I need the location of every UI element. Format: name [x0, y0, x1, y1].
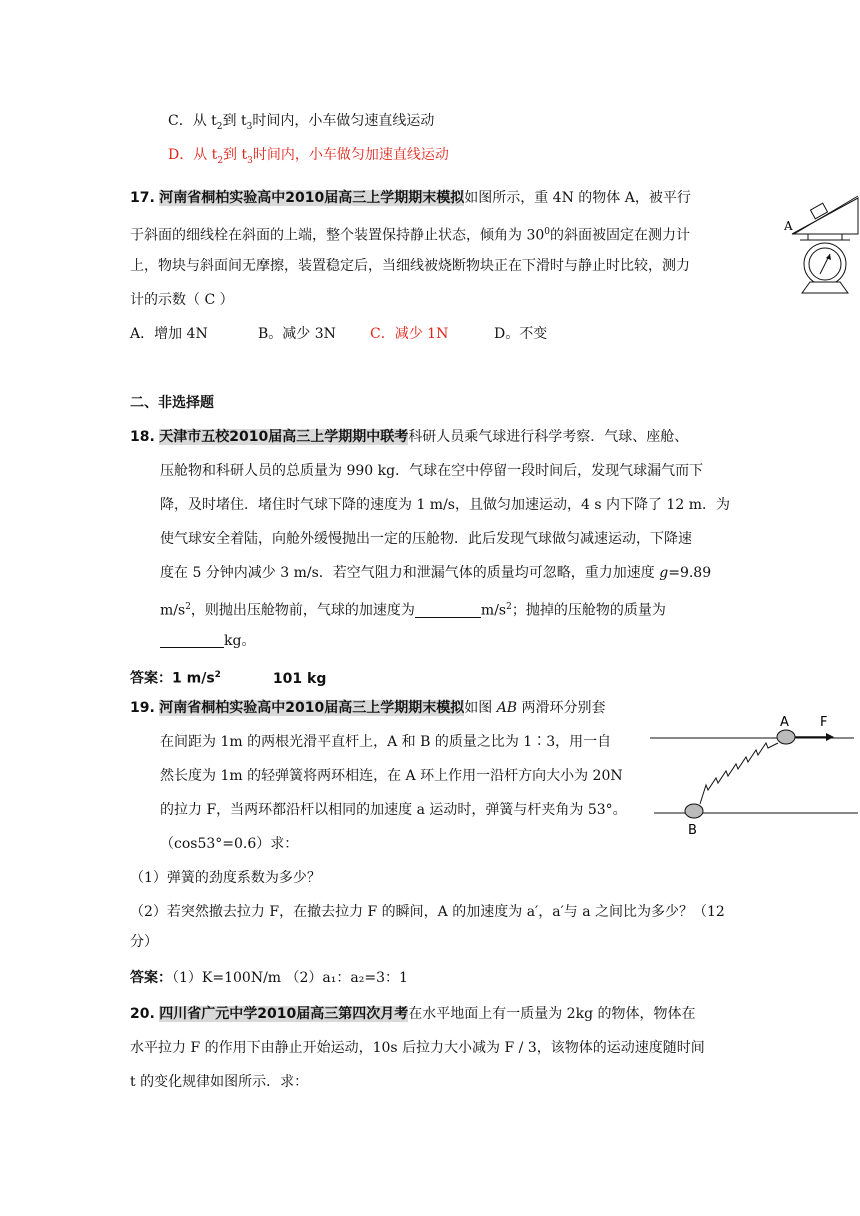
q18-line-4: 使气球安全着陆，向舱外缓慢抛出一定的压舱物．此后发现气球做匀减速运动，下降速: [160, 531, 692, 547]
q17-option-a: A．增加 4N: [130, 326, 208, 342]
question-number: 18.: [130, 429, 155, 445]
q17-line-2: 于斜面的细线栓在斜面的上端，整个装置保持静止状态，倾角为 $30^0$的斜面被固定在测力计: [130, 227, 690, 244]
q18-line-7: kg。: [160, 631, 255, 651]
q18-line-2: 压舱物和科研人员的总质量为 990 kg．气球在空中停留一段时间后，发现气球漏气而下: [160, 463, 704, 479]
label-a: A: [780, 715, 789, 730]
section-heading: 二、非选择题: [130, 395, 214, 411]
q18-line-3: 降，及时堵住．堵住时气球下降的速度为 1 m/s，且做匀加速运动，4 s 内下降了 12 m．为: [160, 497, 730, 513]
q19-part-2-cont: 分）: [130, 934, 158, 950]
q19-line-2: 在间距为 1m 的两根光滑平直杆上，A 和 B 的质量之比为 1∶3，用一自: [160, 734, 612, 750]
q19-line-5: （cos53°=0.6）求：: [160, 836, 299, 852]
question-number: 19.: [130, 700, 155, 716]
q20-line-1: 20. 四川省广元中学2010届高三第四次月考在水平地面上有一质量为 2kg 的物体，物体在: [130, 1006, 696, 1022]
q17-option-b: B。减少 3N: [258, 326, 336, 342]
spring-rings-figure: [648, 710, 858, 838]
q17-line-3: 上，物块与斜面间无摩擦，装置稳定后，当细线被烧断物块正在下滑时与静止时比较，测力: [130, 258, 690, 274]
q19-line-4: 的拉力 F，当两环都沿杆以相同的加速度 a 运动时，弹簧与杆夹角为 53°。: [160, 802, 627, 818]
q19-line-3: 然长度为 1m 的轻弹簧将两环相连，在 A 环上作用一沿杆方向大小为 20N: [160, 768, 623, 784]
q20-line-3: t 的变化规律如图所示．求：: [130, 1074, 309, 1090]
answer-blank[interactable]: [415, 603, 481, 618]
q20-line-2: 水平拉力 F 的作用下由静止开始运动，10s 后拉力大小减为 F / 3，该物体的运动速度随时间: [130, 1040, 705, 1056]
q19-line-1: 19. 河南省桐柏实验高中2010届高三上学期期末模拟如图 AB 两滑环分别套: [130, 700, 606, 716]
q19-part-2: （2）若突然撤去拉力 F，在撤去拉力 F 的瞬间，A 的加速度为 a′，a′与 a 之间比为多少？（12: [130, 904, 725, 920]
source-tag: 河南省桐柏实验高中2010届高三上学期期末模拟: [159, 700, 465, 716]
q18-line-5: 度在 5 分钟内减少 3 m/s．若空气阻力和泄漏气体的质量均可忽略，重力加速度 g=9.89: [160, 565, 712, 581]
incline-scale-figure: [784, 190, 860, 296]
spring: [700, 743, 778, 804]
q19-answer: 答案：（1）K=100N/m （2）a₁：a₂=3：1: [130, 970, 408, 986]
source-tag: 天津市五校2010届高三上学期期中联考: [159, 429, 409, 445]
q17-option-c: C．减少 1N: [370, 326, 449, 342]
q16-option-c: C．从 $t_2$到 $t_3$时间内，小车做匀速直线运动: [168, 113, 435, 132]
q18-line-6: $m/s^2$，则抛出压舱物前，气球的加速度为 $m/s^2$；抛掉的压舱物的质量为: [160, 602, 666, 619]
answer-blank[interactable]: [160, 633, 224, 648]
q19-part-1: （1）弹簧的劲度系数为多少？: [130, 870, 321, 886]
figure-label-a: A: [784, 219, 793, 233]
q17-line-4: 计的示数（ C ）: [130, 292, 234, 308]
question-number: 17.: [130, 190, 155, 206]
q18-line-1: 18. 天津市五校2010届高三上学期期中联考科研人员乘气球进行科学考察．气球、座舱、: [130, 429, 689, 445]
q17-option-d: D。不变: [494, 326, 548, 342]
label-b: B: [688, 823, 697, 838]
ring-b: [685, 804, 703, 818]
label-f: F: [820, 715, 828, 730]
q18-answer: 答案：1 $m/s^2$ 101 kg: [130, 670, 327, 687]
source-tag: 河南省桐柏实验高中2010届高三上学期期末模拟: [159, 190, 465, 206]
question-number: 20.: [130, 1006, 155, 1022]
source-tag: 四川省广元中学2010届高三第四次月考: [159, 1006, 409, 1022]
q16-option-d: D．从 $t_2$到 $t_3$时间内，小车做匀加速直线运动: [168, 147, 449, 166]
q17-line-1: 17. 河南省桐柏实验高中2010届高三上学期期末模拟如图所示，重 4N 的物体 A，被平行: [130, 190, 691, 206]
ring-a: [777, 730, 795, 744]
